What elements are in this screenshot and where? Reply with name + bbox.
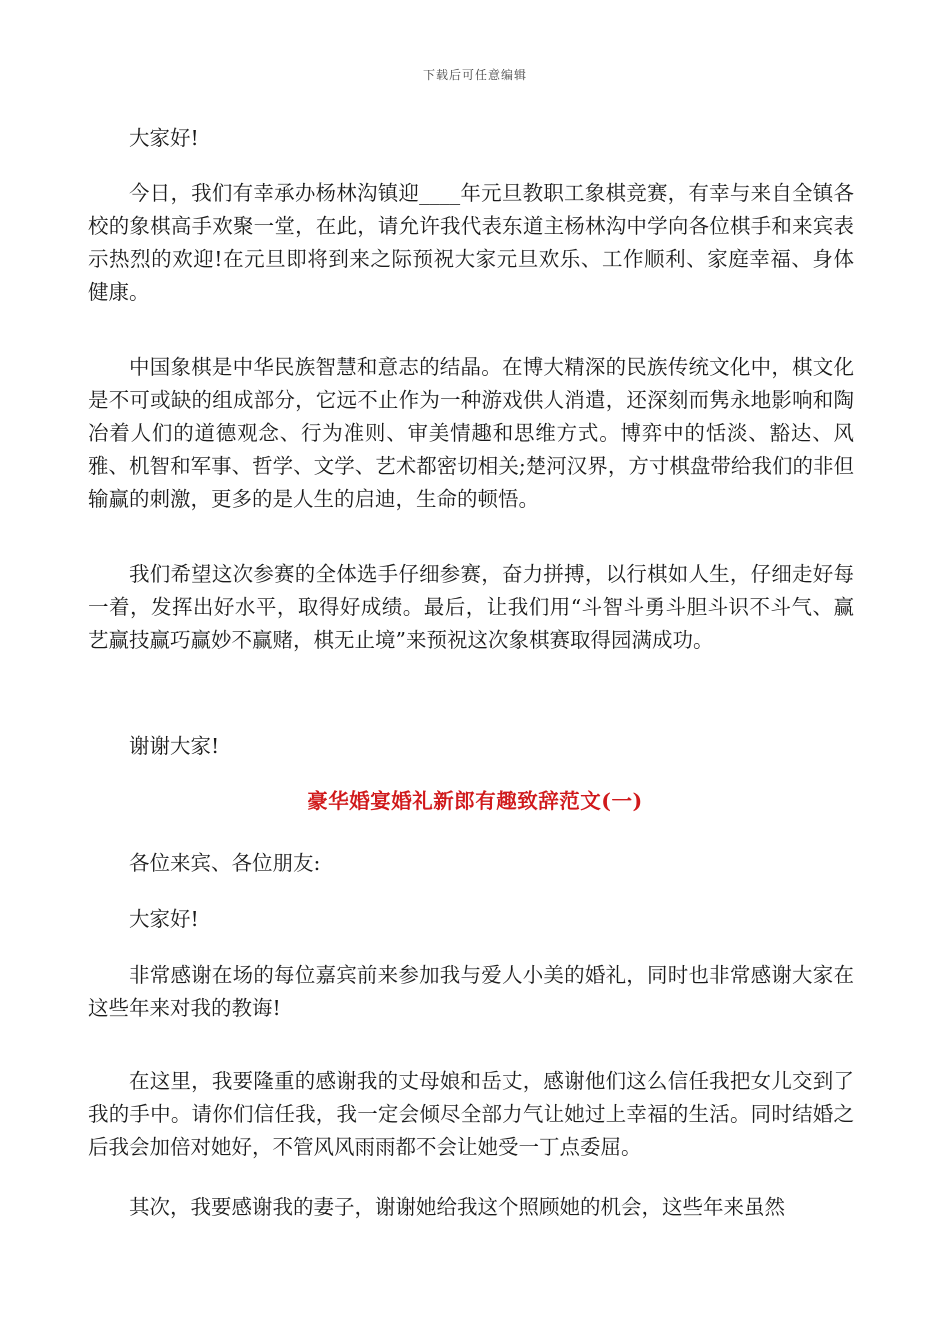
page-header: 下载后可任意编辑: [422, 68, 527, 82]
greeting-paragraph-2: 大家好!: [129, 907, 199, 931]
salutation-paragraph: 各位来宾、各位朋友:: [129, 851, 321, 875]
opening-paragraph: 今日，我们有幸承办杨林沟镇迎____年元旦教职工象棋竞赛，有幸与来自全镇各校的象棋高手欢聚一堂，在此，请允许我代表东道主杨林沟中学向各位棋手和来宾表示热烈的欢迎!在元旦即将到来之际预祝大家元旦欢乐、工作顺利、家庭幸福、身体健康。: [88, 181, 854, 304]
gratitude-paragraph: 非常感谢在场的每位嘉宾前来参加我与爱人小美的婚礼，同时也非常感谢大家在这些年来对我的教诲!: [88, 963, 854, 1020]
section-title: 豪华婚宴婚礼新郎有趣致辞范文(一): [307, 789, 643, 813]
hope-paragraph: 我们希望这次参赛的全体选手仔细参赛，奋力拼搏，以行棋如人生，仔细走好每一着，发挥出好水平，取得好成绩。最后，让我们用“斗智斗勇斗胆斗识不斗气、赢艺赢技赢巧赢妙不赢赌，棋无止境”来预祝这次象棋赛取得园满成功。: [88, 562, 854, 652]
in-laws-paragraph: 在这里，我要隆重的感谢我的丈母娘和岳丈，感谢他们这么信任我把女儿交到了我的手中。请你们信任我，我一定会倾尽全部力气让她过上幸福的生活。同时结婚之后我会加倍对她好，不管风风雨雨都不会让她受一丁点委屈。: [88, 1069, 854, 1159]
greeting-paragraph: 大家好!: [129, 126, 199, 150]
chess-culture-paragraph: 中国象棋是中华民族智慧和意志的结晶。在博大精深的民族传统文化中，棋文化是不可或缺的组成部分，它远不止作为一种游戏供人消遣，还深刻而隽永地影响和陶冶着人们的道德观念、行为准则、审美情趣和思维方式。博弈中的恬淡、豁达、风雅、机智和军事、哲学、文学、艺术都密切相关;楚河汉界，方寸棋盘带给我们的非但输赢的刺激，更多的是人生的启迪，生命的顿悟。: [88, 355, 854, 511]
wife-paragraph: 其次，我要感谢我的妻子，谢谢她给我这个照顾她的机会，这些年来虽然: [129, 1195, 785, 1219]
thanks-paragraph: 谢谢大家!: [129, 734, 220, 758]
